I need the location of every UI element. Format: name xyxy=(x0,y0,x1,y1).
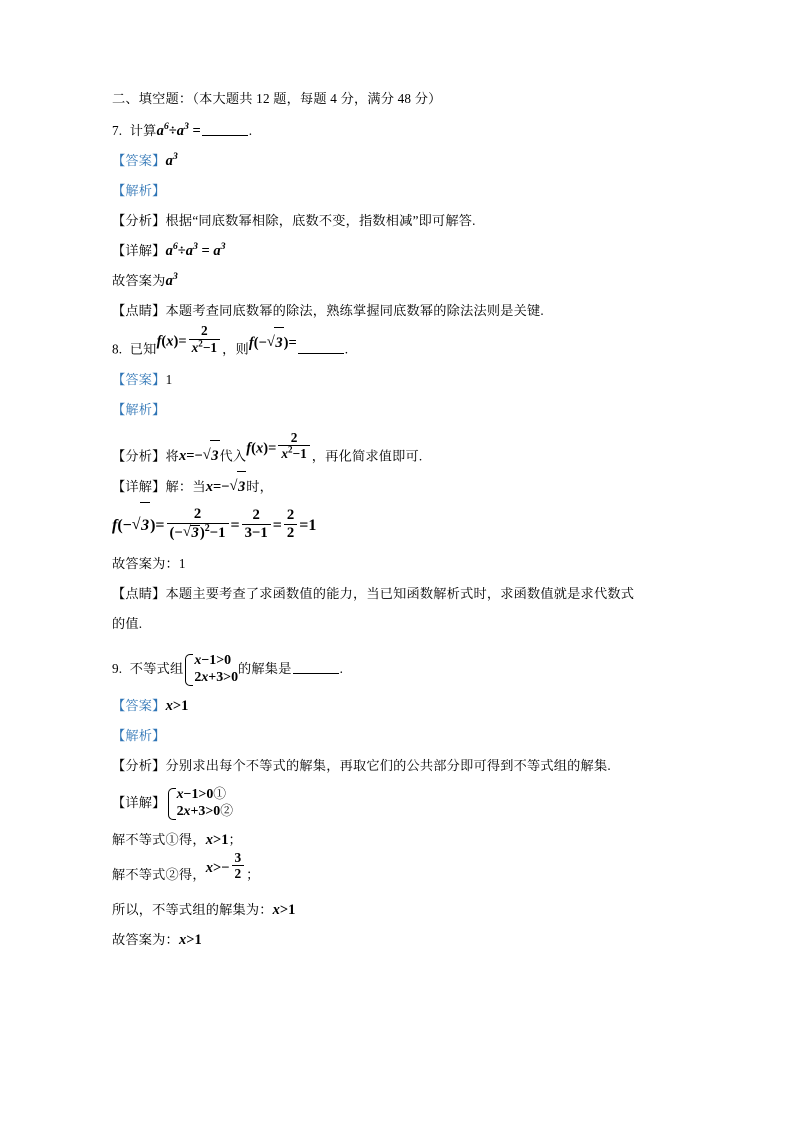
question-9-analysis: 【分析】分别求出每个不等式的解集，再取它们的公共部分即可得到不等式组的解集. xyxy=(112,758,611,774)
answer-label: 【答案】 xyxy=(112,698,166,714)
question-9-final xyxy=(112,925,690,955)
question-7-detail xyxy=(112,236,690,266)
question-8-conclusion: 故答案为：1 xyxy=(112,556,186,572)
question-9-system xyxy=(183,653,238,687)
equation-result: 1 xyxy=(308,517,317,535)
question-7-stem-suffix: . xyxy=(248,123,253,138)
analysis-block-label: 【解析】 xyxy=(112,183,166,198)
question-9-stem xyxy=(112,647,690,691)
question-9-number: 9. xyxy=(112,661,123,677)
equation-step-3: $\frac{2}{2}$ xyxy=(284,508,297,541)
question-9-analysis-label xyxy=(112,721,690,751)
question-9-conclusion-math: x>1 xyxy=(272,902,296,919)
question-9-step-2 xyxy=(112,849,690,895)
question-9-conclusion xyxy=(112,895,690,925)
question-9-detail xyxy=(112,781,690,825)
system-row-2: 2x+3>0② xyxy=(176,804,234,820)
question-8-detail-sub: x=− √ 3 xyxy=(206,479,247,495)
analysis-block-label: 【解析】 xyxy=(112,401,166,417)
question-8-highlight-line1: 【点睛】本题主要考查了求函数值的能力，当已知函数解析式时，求函数值就是求代数式 xyxy=(112,586,635,602)
question-7-stem-prefix: 计算 xyxy=(129,123,157,138)
system-row-2: 2x+3>0 xyxy=(194,670,239,686)
question-7-conclusion-math: $a^3$ xyxy=(165,271,178,289)
question-8-stem-prefix: 已知 xyxy=(129,341,157,357)
system-row-1: x−1>0 xyxy=(194,653,232,669)
question-7-answer-math: $a^3$ xyxy=(165,151,178,169)
question-8-blank xyxy=(298,341,344,354)
question-9-step-1 xyxy=(112,825,690,855)
question-8-eval-expr: f(− √ 3)= xyxy=(249,327,297,358)
question-9-system-numbered xyxy=(166,787,233,821)
question-8-stem-mid: ，则 xyxy=(222,341,249,357)
question-8-stem xyxy=(112,323,690,365)
question-9-blank xyxy=(293,661,339,674)
document-content xyxy=(112,84,690,955)
section-heading: 二、填空题：（本大题共 12 题，每题 4 分，满分 48 分） xyxy=(112,91,442,106)
question-8-analysis-post: ，再化简求值即可. xyxy=(311,448,423,464)
question-8-highlight-line2: 的值. xyxy=(112,616,143,632)
question-8-analysis-function: f(x)= $\frac{2}{x^2-1}$ xyxy=(246,431,312,464)
function-fraction: $\frac{2}{x^2-1}$ xyxy=(189,324,220,354)
question-9-step1-math: x>1 xyxy=(205,832,229,849)
question-7-conclusion-prefix: 故答案为 xyxy=(112,273,166,288)
question-7-detail-math: $a^6\div a^3 = a^3$ xyxy=(165,241,226,259)
question-8-function-def: f(x)= $\frac{2}{x^2-1}$ xyxy=(157,324,223,357)
step2-fraction: $\frac{3}{2}$ xyxy=(232,851,245,881)
question-9-answer-math: x>1 xyxy=(165,698,189,715)
question-9-final-prefix: 故答案为： xyxy=(112,932,179,948)
question-7-highlight: 【点睛】本题考查同底数幂的除法，熟练掌握同底数幂的除法法则是关键. xyxy=(112,303,544,318)
question-8-equation-math: f(− √ 3)= $\frac{2}{(- √ 3)^2-1}$ = $\frac{2}{3-1}$ = $\frac{2}{2}$ =1 xyxy=(112,517,316,534)
question-9-conclusion-prefix: 所以，不等式组的解集为： xyxy=(112,902,273,918)
question-8-analysis-sub: x=− √ 3 xyxy=(179,448,220,464)
question-7-stem-math: $a^6\div a^3$ = xyxy=(156,121,201,139)
question-9-step2-math: x>− $\frac{3}{2}$ xyxy=(206,848,246,888)
question-8-detail-post: 时， xyxy=(246,479,274,495)
question-8-detail-intro xyxy=(112,471,690,502)
detail-label: 【详解】 xyxy=(112,795,166,811)
question-8-analysis-pre: 【分析】将 xyxy=(112,448,179,464)
question-7-analysis-label xyxy=(112,176,690,206)
answer-label: 【答案】 xyxy=(112,153,166,168)
question-8-number: 8. xyxy=(112,341,123,357)
question-8-stem-suffix: . xyxy=(344,341,349,357)
answer-label: 【答案】 xyxy=(112,371,166,387)
question-7-blank xyxy=(202,123,248,136)
detail-label: 【详解】 xyxy=(112,243,166,258)
question-9-answer xyxy=(112,691,690,721)
equation-step-1: $\frac{2}{(- √ 3)^2-1}$ xyxy=(167,507,229,541)
question-9-final-math: x>1 xyxy=(178,932,202,949)
question-9-stem-prefix: 不等式组 xyxy=(129,661,184,677)
question-7-stem xyxy=(112,116,690,146)
question-8-equation xyxy=(112,502,690,549)
question-9-step1-suffix: ； xyxy=(228,832,242,848)
question-7-analysis: 【分析】根据“同底数幂相除，底数不变，指数相减”即可解答. xyxy=(112,213,476,228)
question-8-answer xyxy=(112,365,690,395)
question-7-conclusion xyxy=(112,266,690,296)
question-7-number: 7. xyxy=(112,123,123,138)
question-8-answer-value: 1 xyxy=(165,371,173,387)
question-8-analysis-label xyxy=(112,395,690,425)
analysis-block-label: 【解析】 xyxy=(112,728,166,744)
question-9-step2-suffix: ； xyxy=(246,867,260,883)
question-7-answer xyxy=(112,146,690,176)
question-9-step1-prefix: 解不等式①得， xyxy=(112,832,206,848)
question-9-stem-suffix: . xyxy=(339,661,344,677)
system-row-1: x−1>0① xyxy=(176,787,227,803)
question-8-analysis xyxy=(112,429,690,472)
question-9-step2-prefix: 解不等式②得， xyxy=(112,867,206,883)
equation-step-2: $\frac{2}{3-1}$ xyxy=(242,508,271,541)
question-8-analysis-mid: 代入 xyxy=(219,448,247,464)
question-9-stem-mid: 的解集是 xyxy=(238,661,292,677)
question-8-detail-pre: 【详解】解：当 xyxy=(112,479,206,495)
